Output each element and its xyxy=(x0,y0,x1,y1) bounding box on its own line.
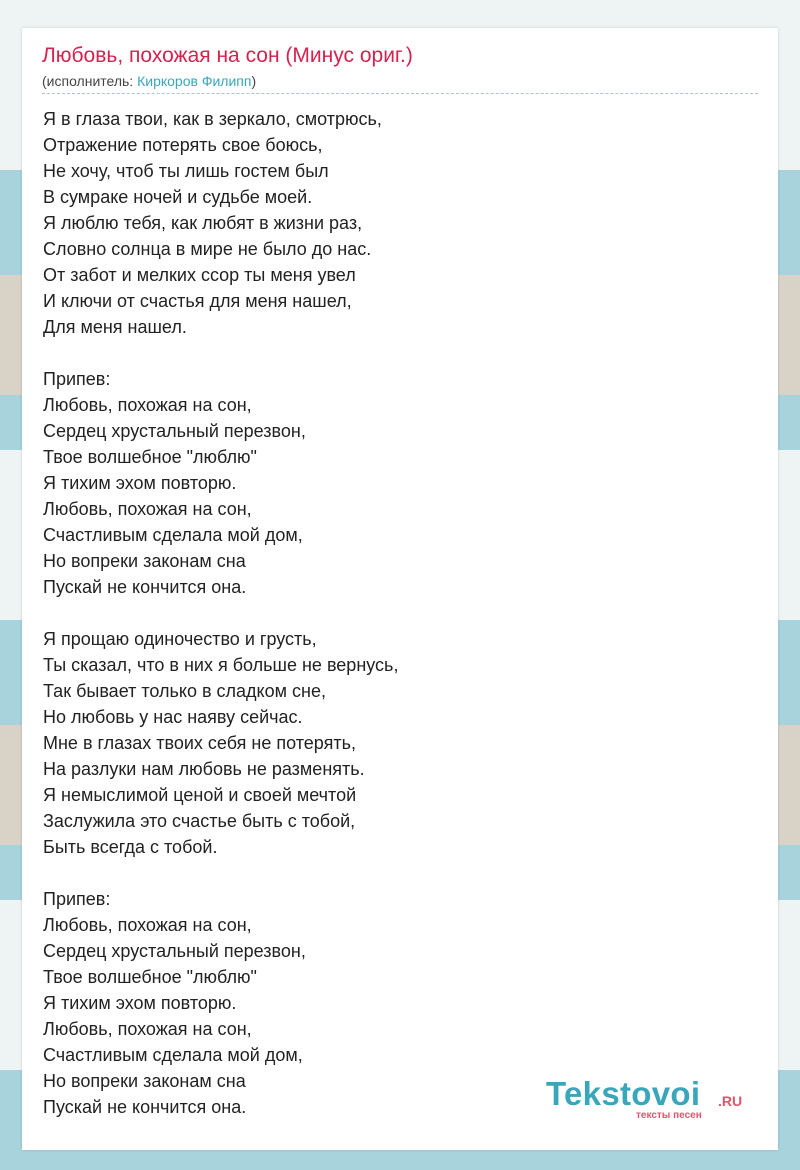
logo-tld: .RU xyxy=(718,1093,743,1109)
lyric-line: Сердец хрустальный перезвон, xyxy=(43,941,306,961)
logo-wordmark: Tekstovoi xyxy=(546,1075,701,1112)
lyric-line: Сердец хрустальный перезвон, xyxy=(43,421,306,441)
lyric-line: И ключи от счастья для меня нашел, xyxy=(43,291,352,311)
lyric-line: Так бывает только в сладком сне, xyxy=(43,681,326,701)
lyric-line: Я тихим эхом повторю. xyxy=(43,473,237,493)
lyric-line: Любовь, похожая на сон, xyxy=(43,395,252,415)
lyric-line: В сумраке ночей и судьбе моей. xyxy=(43,187,313,207)
logo-tagline: тексты песен xyxy=(636,1110,702,1121)
lyric-line: Словно солнца в мире не было до нас. xyxy=(43,239,372,259)
artist-link[interactable]: Киркоров Филипп xyxy=(137,73,252,89)
lyric-line: Отражение потерять свое боюсь, xyxy=(43,135,323,155)
stanza-gap xyxy=(43,340,759,366)
lyric-line: Твое волшебное "люблю" xyxy=(43,967,257,987)
lyric-line: Я немыслимой ценой и своей мечтой xyxy=(43,785,357,805)
site-logo[interactable] xyxy=(546,1075,746,1119)
lyrics-card xyxy=(22,28,778,1150)
lyric-line: Припев: xyxy=(43,369,111,389)
lyric-line: Любовь, похожая на сон, xyxy=(43,915,252,935)
lyric-line: Заслужила это счастье быть с тобой, xyxy=(43,811,356,831)
lyric-line: Для меня нашел. xyxy=(43,317,187,337)
lyric-line: Но любовь у нас наяву сейчас. xyxy=(43,707,303,727)
lyric-line: На разлуки нам любовь не разменять. xyxy=(43,759,365,779)
lyric-line: Я тихим эхом повторю. xyxy=(43,993,237,1013)
lyric-line: Припев: xyxy=(43,889,111,909)
song-title: Любовь, похожая на сон (Минус ориг.) xyxy=(42,44,413,67)
lyric-line: Я люблю тебя, как любят в жизни раз, xyxy=(43,213,363,233)
lyric-line: Любовь, похожая на сон, xyxy=(43,499,252,519)
lyric-line: Я прощаю одиночество и грусть, xyxy=(43,629,317,649)
lyric-line: Пускай не кончится она. xyxy=(43,577,247,597)
lyric-line: Счастливым сделала мой дом, xyxy=(43,1045,303,1065)
lyrics-body xyxy=(43,106,759,1120)
stanza-gap xyxy=(43,860,759,886)
artist-prefix: (исполнитель: xyxy=(42,73,138,89)
lyric-line: Я в глаза твои, как в зеркало, смотрюсь, xyxy=(43,109,382,129)
artist-line xyxy=(42,73,256,89)
lyric-line: Но вопреки законам сна xyxy=(43,551,246,571)
lyric-line: Мне в глазах твоих себя не потерять, xyxy=(43,733,356,753)
title-divider xyxy=(42,93,758,94)
lyric-line: Быть всегда с тобой. xyxy=(43,837,218,857)
lyric-line: Любовь, похожая на сон, xyxy=(43,1019,252,1039)
artist-suffix: ) xyxy=(251,73,257,89)
lyric-line: Но вопреки законам сна xyxy=(43,1071,246,1091)
lyric-line: Не хочу, чтоб ты лишь гостем был xyxy=(43,161,329,181)
stanza-gap xyxy=(43,600,759,626)
lyric-line: Твое волшебное "люблю" xyxy=(43,447,257,467)
lyric-line: Пускай не кончится она. xyxy=(43,1097,247,1117)
lyric-line: Счастливым сделала мой дом, xyxy=(43,525,303,545)
lyric-line: Ты сказал, что в них я больше не вернусь, xyxy=(43,655,399,675)
lyric-line: От забот и мелких ссор ты меня увел xyxy=(43,265,356,285)
